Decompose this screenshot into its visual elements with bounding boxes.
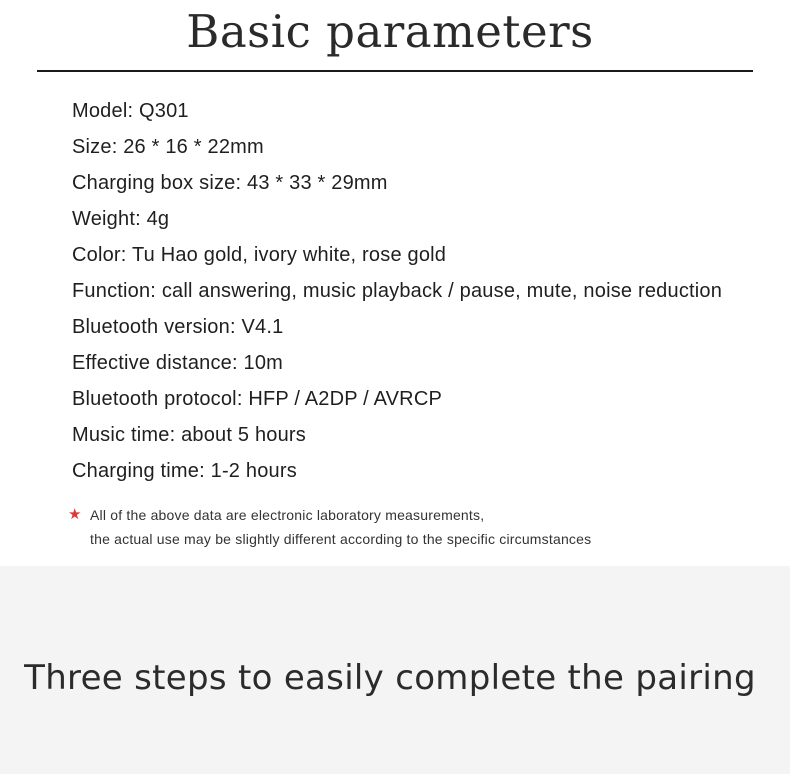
spec-charging-time: Charging time: 1-2 hours <box>72 460 297 482</box>
note-line-1: All of the above data are electronic laboratory measurements, <box>90 507 485 523</box>
pairing-title: Three steps to easily complete the pairing <box>24 658 756 698</box>
spec-bluetooth-version: Bluetooth version: V4.1 <box>72 316 284 338</box>
pairing-section <box>0 566 790 774</box>
spec-effective-distance: Effective distance: 10m <box>72 352 284 374</box>
spec-bluetooth-protocol: Bluetooth protocol: HFP / A2DP / AVRCP <box>72 388 443 410</box>
spec-list <box>72 93 722 489</box>
spec-charging-box-size: Charging box size: 43 * 33 * 29mm <box>72 172 388 194</box>
spec-size: Size: 26 * 16 * 22mm <box>72 136 264 158</box>
star-icon: ★ <box>68 506 82 523</box>
page-title: Basic parameters <box>186 5 594 58</box>
spec-weight: Weight: 4g <box>72 208 170 230</box>
title-divider <box>37 70 753 72</box>
spec-function: Function: call answering, music playback / pause, mute, noise reduction <box>72 280 723 302</box>
spec-model: Model: Q301 <box>72 100 189 122</box>
spec-music-time: Music time: about 5 hours <box>72 424 306 446</box>
spec-color: Color: Tu Hao gold, ivory white, rose gold <box>72 244 447 266</box>
note-line-2: the actual use may be slightly different according to the specific circumstances <box>90 531 592 547</box>
